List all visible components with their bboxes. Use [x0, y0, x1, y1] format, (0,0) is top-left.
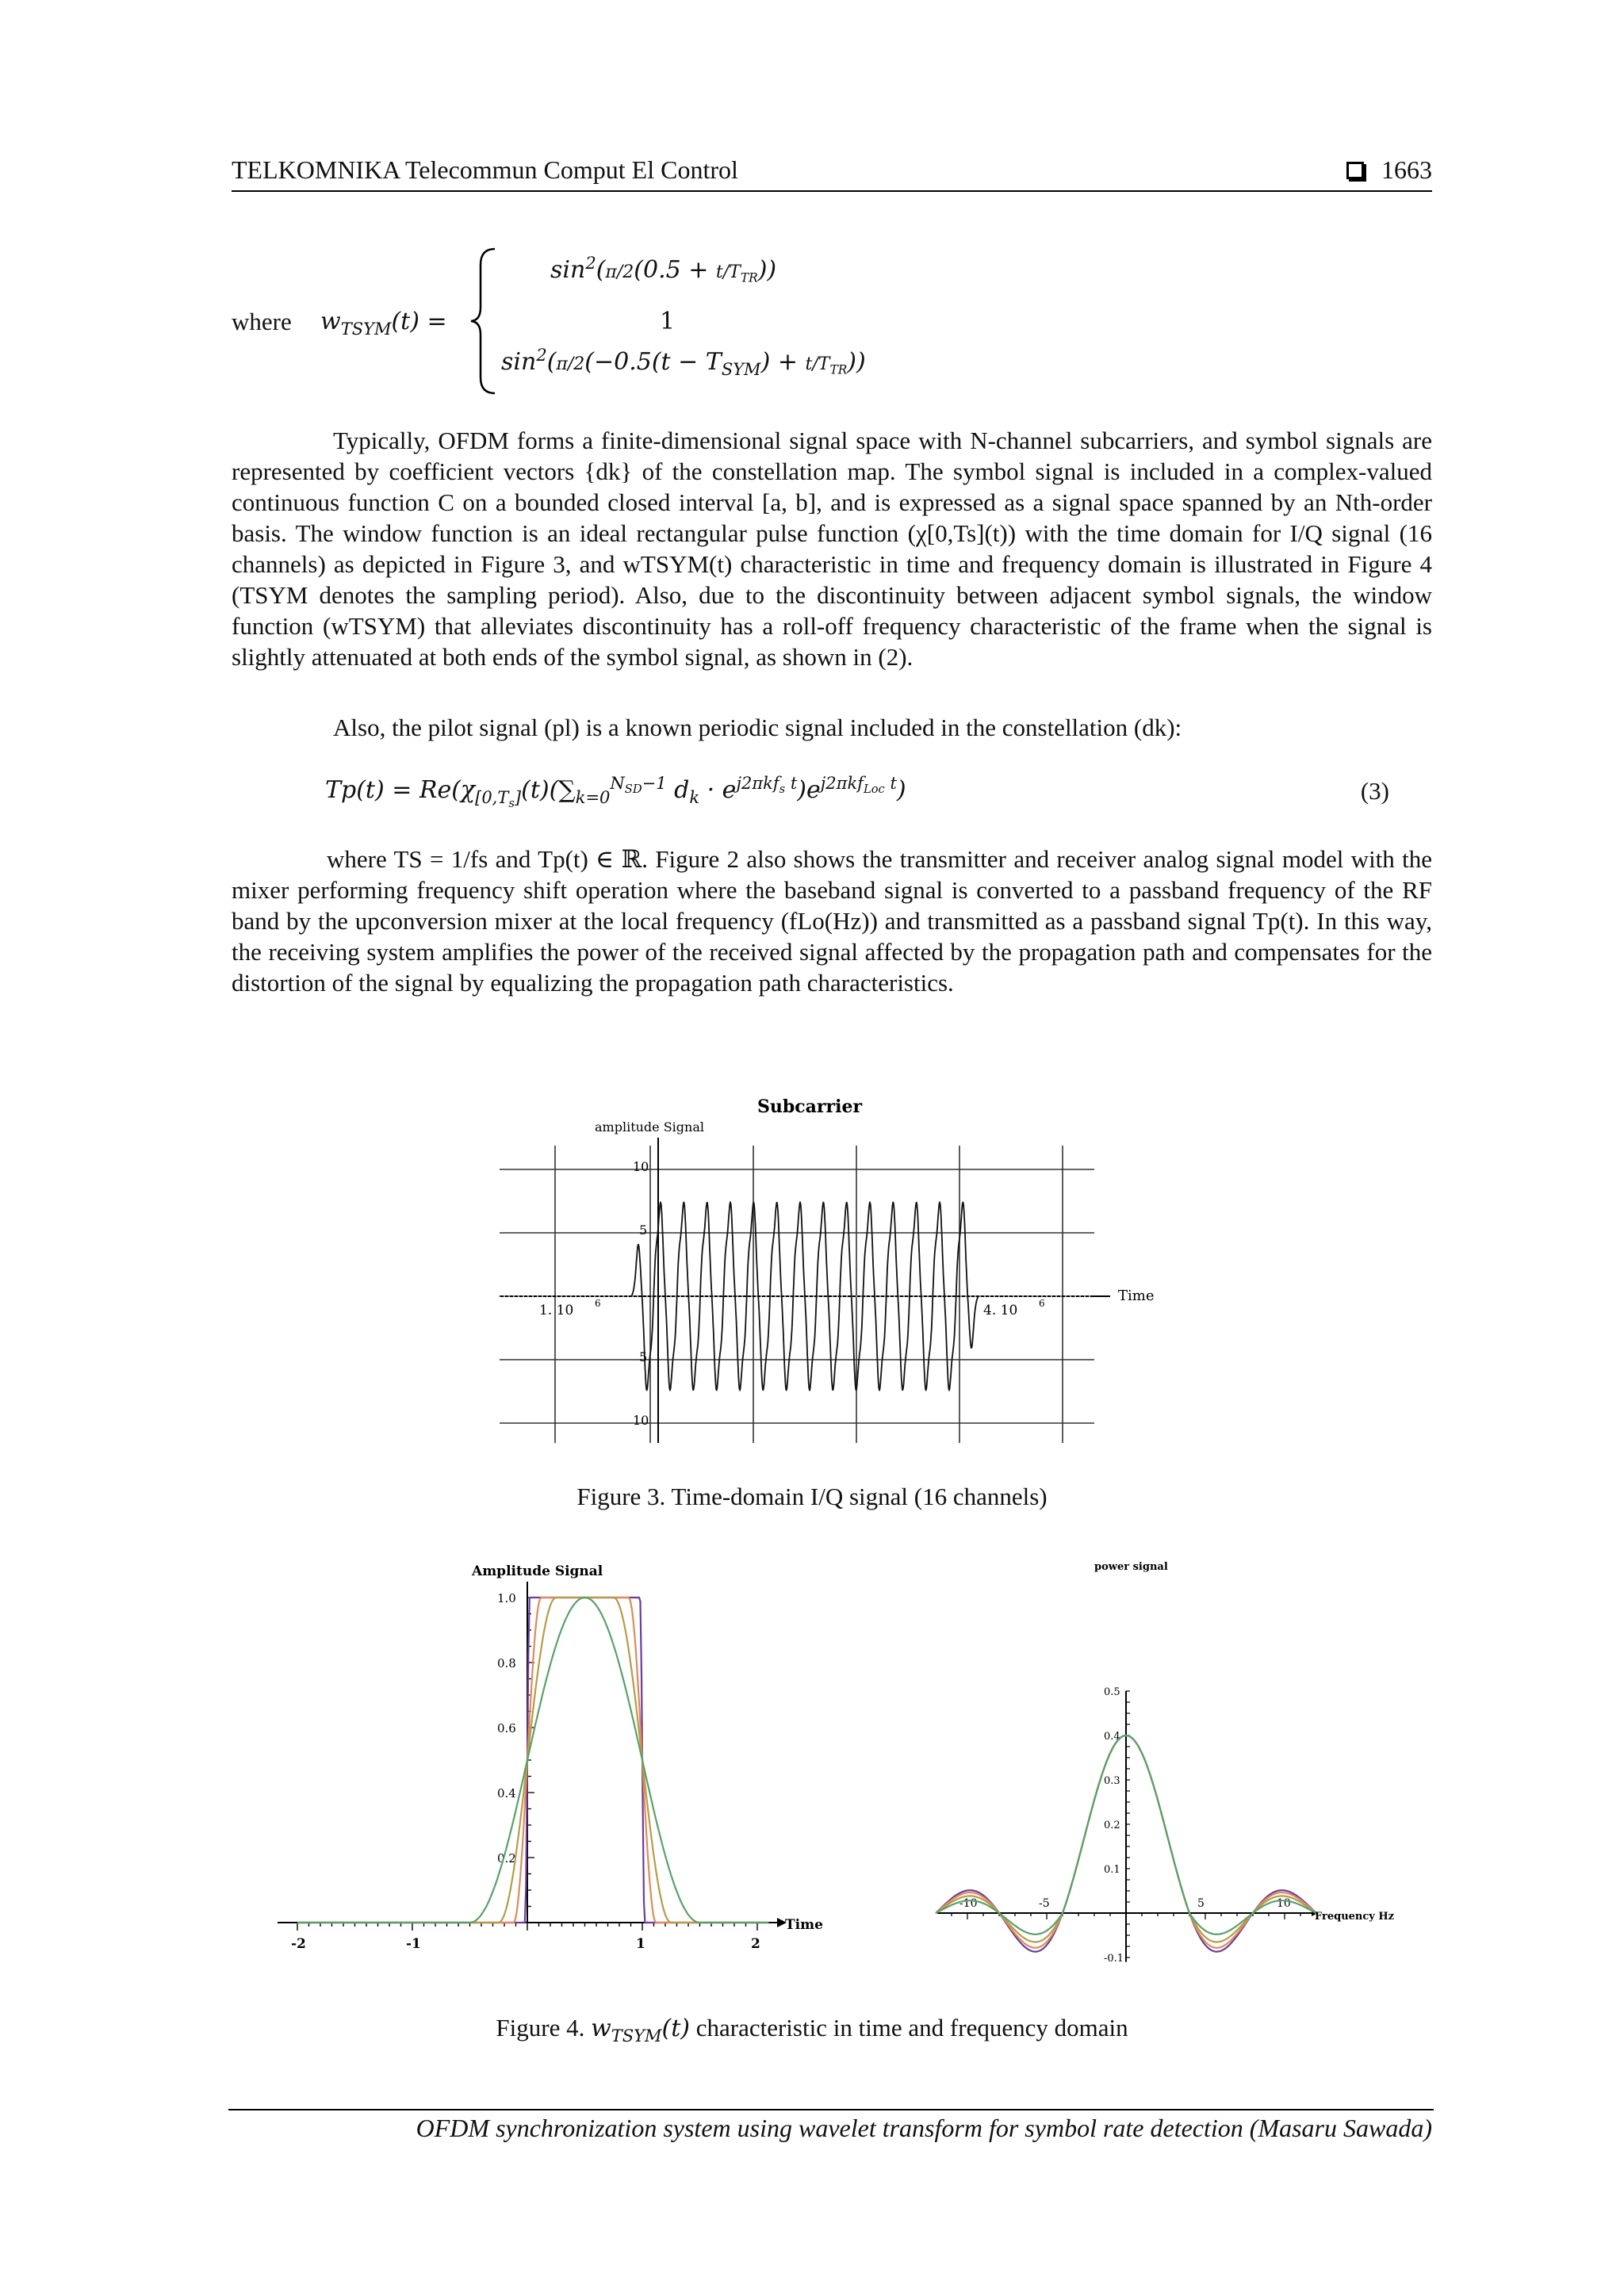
figure-3-baseline-dot — [970, 1295, 971, 1297]
figure-3-baseline-dot — [718, 1295, 719, 1297]
figure-3-baseline-dot — [917, 1295, 919, 1297]
figure-3-baseline-dot — [523, 1295, 524, 1297]
paragraph-1: Typically, OFDM forms a finite-dimensional signal space with N-channel subcarriers, and symbol signals are represented by coefficient vectors {dk} of the constellation map. The symbol signal is included in a complex-valued continuous function C on a bounded closed interval [a, b], and is expressed as a signal space spanned by an Nth-order basis. The window function is an ideal rectangular pulse function (χ[0,Ts](t)) with the time domain for I/Q signal (16 channels) as depicted in Figure 3, and wTSYM(t) characteristic in time and frequency domain is illustrated in Figure 4 (TSYM denotes the sampling period). Also, due to the discontinuity between adjacent symbol signals, the window function (wTSYM) that alleviates discontinuity has a roll-off frequency characteristic of the frame when the signal is slightly attenuated at both ends of the symbol signal, as shown in (2). — [232, 427, 1432, 671]
figure-4-right-xlabel: Frequency Hz — [1315, 1911, 1395, 1923]
figure-4-left-xtick-label: -2 — [291, 1936, 306, 1952]
figure-3-xtick-1: 1. 10 — [539, 1303, 574, 1318]
square-bullet-icon — [1346, 162, 1364, 179]
figure-3-baseline-dot — [670, 1295, 672, 1297]
journal-title: TELKOMNIKA Telecommun Comput El Control — [232, 155, 738, 184]
figure-3-baseline-dot — [860, 1295, 862, 1297]
figure-3-baseline-dot — [741, 1295, 743, 1297]
figure-3-baseline-dot — [832, 1295, 833, 1297]
figure-3-baseline-dot — [603, 1295, 605, 1297]
equation-3 — [325, 774, 1432, 821]
figure-3-baseline-dot — [1079, 1295, 1081, 1297]
figure-3-xtick-1-exp: 6 — [595, 1298, 601, 1309]
figure-3-baseline-dot — [1089, 1295, 1090, 1297]
figure-4-right-xtick-label: -5 — [1039, 1897, 1050, 1910]
figure-4-left-ytick-label: 0.4 — [497, 1786, 516, 1800]
figure-3-caption: Figure 3. Time-domain I/Q signal (16 channels) — [576, 1483, 1048, 1510]
figure-3-baseline-dot — [751, 1295, 753, 1297]
figure-3-baseline-dot — [1008, 1295, 1009, 1297]
figure-4-left-series-4 — [297, 1598, 769, 1923]
figure-3-baseline-dot — [627, 1295, 629, 1297]
figure-3-ytick-neg5: 5 — [639, 1349, 648, 1364]
figure-3-baseline-dot — [1027, 1295, 1028, 1297]
figure-3-baseline-dot — [594, 1295, 596, 1297]
figure-3-baseline-dot — [965, 1295, 967, 1297]
figure-3-baseline-dot — [760, 1295, 762, 1297]
figure-3-baseline-dot — [822, 1295, 824, 1297]
paragraph-2: Also, the pilot signal (pl) is a known periodic signal included in the constellation (dk): — [333, 714, 1182, 741]
figure-4-caption-math: $w_{TSYM}(t)$ — [591, 2015, 690, 2045]
figure-4-right-ytick-label: 0.4 — [1104, 1731, 1120, 1743]
figure-4-right-ytick-label: 0.5 — [1104, 1686, 1120, 1698]
figure-3-baseline-dot — [1036, 1295, 1038, 1297]
figure-4-right-axes — [937, 1686, 1318, 1965]
figure-4-left-series-1 — [297, 1598, 769, 1923]
figure-3-baseline-dot — [784, 1295, 786, 1297]
figure-4-caption — [0, 2014, 1624, 2045]
figure-3-ytick-10: 10 — [633, 1159, 649, 1174]
figure-4-left-xtick-label: 2 — [751, 1936, 760, 1952]
figure-3-baseline-dot — [903, 1295, 905, 1297]
figure-4-right-ytick-label: 0.2 — [1104, 1820, 1120, 1831]
figure-3-baseline-dot — [637, 1295, 638, 1297]
figure-3-baseline-dot — [927, 1295, 929, 1297]
figure-4-left-series-3 — [297, 1598, 769, 1923]
figure-3-baseline-dot — [889, 1295, 891, 1297]
figure-3-baseline-dot — [1051, 1295, 1052, 1297]
figure-3-xtick-4-exp: 6 — [1039, 1298, 1045, 1309]
figure-3-baseline-dot — [841, 1295, 843, 1297]
figure-4-left-xtick-label: 1 — [636, 1936, 645, 1952]
figure-4-right-ylabel: power signal — [1094, 1561, 1168, 1573]
figure-3-baseline-dot — [656, 1295, 657, 1297]
paragraph-3: where TS = 1/fs and Tp(t) ∈ ℝ. Figure 2 also shows the transmitter and receiver analog signal model with the mixer performing frequency shift operation where the baseband signal is converted to a passband frequency of the RF band by the upconversion mixer at the local frequency (fLo(Hz)) and transmitted as a passband signal Tp(t). In this way, the receiving system amplifies the power of the received signal affected by the propagation path and compensates for the distortion of the signal by equalizing the propagation path characteristics. — [232, 845, 1432, 997]
figure-3-baseline-dot — [565, 1295, 567, 1297]
page-number: 1663 — [1381, 155, 1432, 184]
figure-3-baseline-dot — [1041, 1295, 1043, 1297]
equation-2 — [232, 238, 1432, 404]
figure-3-baseline-dot — [922, 1295, 924, 1297]
figure-3-baseline-dot — [584, 1295, 586, 1297]
figure-3-baseline-dot — [684, 1295, 686, 1297]
running-header — [232, 155, 1432, 192]
figure-3-baseline-dot — [527, 1295, 529, 1297]
figure-4-caption-suffix: characteristic in time and frequency domain — [695, 2014, 1128, 2042]
figure-3-baseline-dot — [1065, 1295, 1067, 1297]
figure-4-left-xtick-label: -1 — [406, 1936, 421, 1952]
figure-3-baseline-dot — [1084, 1295, 1086, 1297]
figure-4-left-ytick-label: 1.0 — [497, 1591, 516, 1605]
figure-3-baseline-dot — [1070, 1295, 1071, 1297]
figure-3-baseline-dot — [499, 1295, 500, 1297]
figure-3-baseline-dot — [994, 1295, 995, 1297]
figure-3-baseline-dot — [537, 1295, 538, 1297]
figure-3-baseline-dot — [570, 1295, 572, 1297]
figure-3-xlabel: Time — [1118, 1288, 1155, 1304]
header-right — [1346, 155, 1432, 185]
figure-4-left-ytick-label: 0.2 — [497, 1851, 516, 1866]
figure-3-baseline-dot — [508, 1295, 510, 1297]
figure-3-chart — [492, 1090, 1166, 1455]
figure-4-right-ytick-label: 0.3 — [1104, 1775, 1120, 1787]
figure-3-baseline-dot — [894, 1295, 895, 1297]
figure-3-baseline-dot — [646, 1295, 648, 1297]
figure-3-title: Subcarrier — [757, 1096, 863, 1117]
figure-3-baseline-dot — [556, 1295, 557, 1297]
figure-3-baseline-dot — [879, 1295, 881, 1297]
figure-3-baseline-dot — [561, 1295, 562, 1297]
equation-2-case-3: $\sin^2(\pi/2(-0.5(t - T_{SYM}) + t/T_{TR}))$ — [501, 346, 866, 379]
figure-3-baseline-dot — [789, 1295, 791, 1297]
running-footer: OFDM synchronization system using wavelet transform for symbol rate detection (Masaru Sawada) — [416, 2114, 1432, 2142]
figure-3-baseline-dot — [680, 1295, 681, 1297]
equation-3-number: (3) — [1360, 777, 1389, 805]
figure-4-right-ytick-label: 0.1 — [1104, 1864, 1120, 1876]
figure-3-baseline-dot — [513, 1295, 515, 1297]
figure-4-right-xtick-label: 10 — [1277, 1897, 1291, 1910]
figure-3-baseline-dot — [998, 1295, 1000, 1297]
figure-3-baseline-dot — [984, 1295, 986, 1297]
figure-3-baseline-dot — [846, 1295, 848, 1297]
equation-2-case-2: 1 — [660, 308, 676, 335]
figure-3-baseline-dot — [979, 1295, 981, 1297]
figure-3-ylabel: amplitude Signal — [595, 1119, 704, 1135]
figure-3-baseline-dot — [765, 1295, 767, 1297]
figure-3-baseline-dot — [703, 1295, 705, 1297]
figure-3-baseline-dot — [989, 1295, 990, 1297]
figure-3-baseline-dot — [713, 1295, 714, 1297]
figure-3-baseline-dot — [913, 1295, 914, 1297]
figure-3-baseline-dot — [599, 1295, 600, 1297]
figure-3-baseline-dot — [542, 1295, 543, 1297]
figure-3-baseline-dot — [727, 1295, 729, 1297]
figure-3-baseline-dot — [960, 1295, 962, 1297]
figure-3-baseline-dot — [732, 1295, 733, 1297]
figure-3-baseline-dot — [941, 1295, 943, 1297]
where-label: where — [232, 308, 292, 335]
figure-4-left-xlabel: Time — [785, 1917, 823, 1933]
figure-3-baseline-dot — [1060, 1295, 1062, 1297]
figure-3-baseline-dot — [813, 1295, 814, 1297]
figure-4-caption-prefix: Figure 4. — [496, 2014, 585, 2042]
figure-3-baseline-dot — [618, 1295, 619, 1297]
figure-3-baseline-dot — [551, 1295, 553, 1297]
figure-3-baseline-dot — [870, 1295, 871, 1297]
figure-3-baseline-dot — [575, 1295, 576, 1297]
figure-3-baseline-dot — [975, 1295, 976, 1297]
figure-3-baseline-dot — [589, 1295, 591, 1297]
figure-4-left-curves — [297, 1598, 769, 1923]
figure-3-xtick-4: 4. 10 — [983, 1303, 1018, 1318]
figure-3-baseline-dot — [946, 1295, 948, 1297]
figure-4-right-ytick-label: -0.1 — [1104, 1953, 1124, 1965]
figure-4-left-ytick-label: 0.6 — [497, 1721, 516, 1735]
figure-4-right-xtick-label: 5 — [1197, 1897, 1205, 1910]
figure-3-baseline-dot — [532, 1295, 534, 1297]
figure-3-baseline-dot — [837, 1295, 838, 1297]
footer-rule — [228, 2109, 1434, 2110]
figure-3-baseline-dot — [799, 1295, 800, 1297]
figure-3-baseline-dot — [1022, 1295, 1024, 1297]
figure-3-baseline-dot — [651, 1295, 653, 1297]
equation-2-case-1: $\sin^2(\pi/2(0.5 + t/T_{TR}))$ — [550, 254, 777, 285]
equation-2-lhs: $w_{TSYM}(t)$ = — [320, 308, 447, 339]
figure-3-baseline-dot — [756, 1295, 757, 1297]
equation-3-expression: $Tp(t) = Re(\chi_{[0,T_s]}(t)(\sum_{k=0}^{N_{SD}-1}$ $d_k \cdot e^{j2\pi kf_s t})e^{j2\pi kf_{Loc} t}$) — [325, 774, 906, 811]
figure-3-baseline-dot — [818, 1295, 819, 1297]
figure-3-baseline-dot — [580, 1295, 581, 1297]
figure-3-baseline-dot — [1032, 1295, 1033, 1297]
figure-3-baseline-dot — [504, 1295, 505, 1297]
figure-4-left-ytick-label: 0.8 — [497, 1656, 516, 1670]
figure-3-baseline-dot — [613, 1295, 615, 1297]
figure-3-baseline-dot — [808, 1295, 810, 1297]
figure-3-ytick-neg10: 10 — [633, 1413, 649, 1428]
figure-3-baseline-dot — [518, 1295, 519, 1297]
figure-3-baseline-dot — [1046, 1295, 1048, 1297]
left-brace — [468, 246, 500, 396]
figure-3-baseline-dot — [936, 1295, 938, 1297]
figure-3-baseline-dot — [737, 1295, 738, 1297]
figure-3-baseline-dot — [1003, 1295, 1005, 1297]
figure-3-ytick-5: 5 — [639, 1223, 648, 1238]
figure-3-baseline-dot — [1074, 1295, 1076, 1297]
figure-3-baseline-dot — [1017, 1295, 1019, 1297]
figure-3-baseline-dot — [546, 1295, 548, 1297]
figure-4-left-ylabel: Amplitude Signal — [472, 1563, 603, 1579]
figure-3-baseline-dot — [775, 1295, 776, 1297]
figure-4-left-chart — [270, 1550, 841, 1986]
figure-3-baseline-dot — [694, 1295, 695, 1297]
figure-3-baseline-dot — [622, 1295, 624, 1297]
figure-3-baseline-dot — [1013, 1295, 1014, 1297]
figure-4-right-chart — [928, 1550, 1404, 1994]
figure-3-baseline-dot — [608, 1295, 610, 1297]
figure-4-left-axes — [278, 1582, 787, 1952]
figure-3-baseline-dot — [856, 1295, 857, 1297]
figure-4-left-series-2 — [297, 1598, 769, 1923]
figure-3-baseline-dot — [661, 1295, 662, 1297]
figure-3-baseline-dot — [1055, 1295, 1057, 1297]
figure-4-right-xtick-label: -10 — [959, 1897, 978, 1910]
figure-3-baseline-dot — [708, 1295, 710, 1297]
figure-3-baseline-dot — [865, 1295, 867, 1297]
figure-3-baseline-dot — [951, 1295, 952, 1297]
